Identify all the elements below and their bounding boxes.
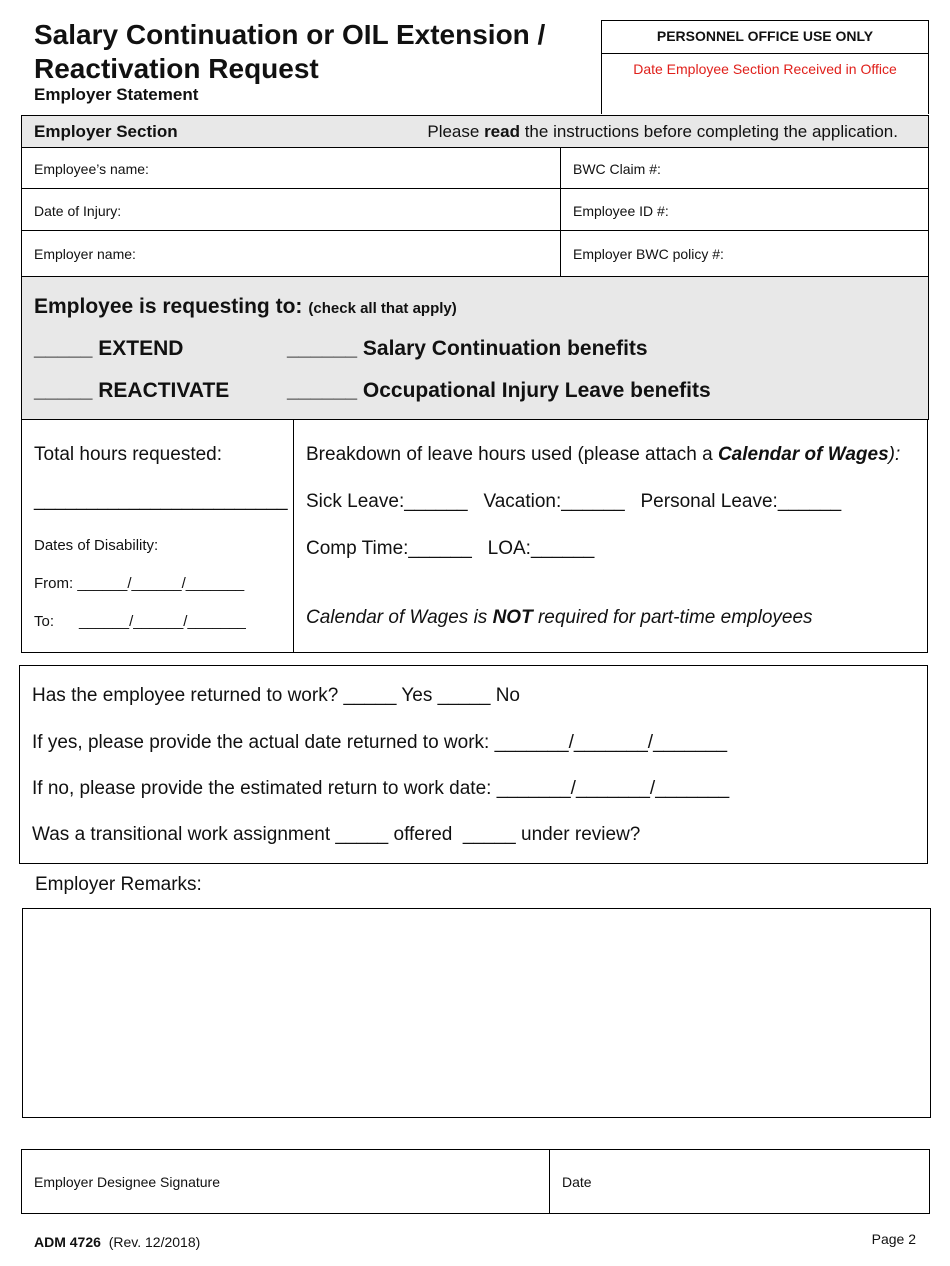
breakdown-label: Breakdown of leave hours used (please attach a Calendar of Wages): — [306, 444, 901, 465]
employee-name-field[interactable]: Employee’s name: — [34, 161, 149, 177]
returned-to-work-question[interactable]: Has the employee returned to work? _____ Yes _____ No — [32, 685, 520, 706]
from-date-field[interactable]: From: ______/______/_______ — [34, 575, 245, 592]
signature-row — [21, 1149, 930, 1214]
employer-name-field[interactable]: Employer name: — [34, 246, 136, 262]
signature-date-field[interactable]: Date — [562, 1174, 592, 1190]
office-use-title: PERSONNEL OFFICE USE ONLY — [602, 21, 928, 54]
actual-return-date-question[interactable]: If yes, please provide the actual date returned to work: _______/_______/_______ — [32, 732, 728, 753]
employer-section-label: Employer Section — [34, 122, 178, 141]
calendar-of-wages-note: Calendar of Wages is NOT required for part-time employees — [306, 607, 813, 628]
office-received-date-field[interactable]: Date Employee Section Received in Office — [633, 61, 897, 77]
salary-continuation-option[interactable]: ______ Salary Continuation benefits — [287, 337, 648, 360]
return-to-work-section — [19, 665, 928, 864]
total-hours-input[interactable]: ________________________ — [34, 490, 288, 511]
reactivate-option[interactable]: _____ REACTIVATE — [34, 379, 230, 402]
leave-hours-line-1[interactable]: Sick Leave:______ Vacation:______ Personal Leave:______ — [306, 491, 842, 512]
employer-remarks-box[interactable] — [22, 908, 931, 1118]
leave-hours-line-2[interactable]: Comp Time:______ LOA:______ — [306, 538, 595, 559]
request-section — [21, 277, 929, 420]
to-date-field[interactable]: To: ______/______/_______ — [34, 613, 246, 630]
employer-bwc-policy-field[interactable]: Employer BWC policy #: — [573, 246, 724, 262]
hours-section — [21, 420, 928, 653]
form-id-footer: ADM 4726 (Rev. 12/2018) — [34, 1234, 201, 1250]
request-heading: Employee is requesting to: (check all that apply) — [34, 295, 457, 318]
page-number: Page 2 — [871, 1231, 916, 1247]
form-title: Salary Continuation or OIL Extension / Reactivation Request — [34, 19, 546, 84]
form-subtitle: Employer Statement — [34, 85, 199, 104]
transitional-work-question[interactable]: Was a transitional work assignment _____ offered _____ under review? — [32, 824, 641, 845]
oil-option[interactable]: ______ Occupational Injury Leave benefits — [287, 379, 711, 402]
instructions-note: Please read the instructions before completing the application. — [427, 122, 898, 141]
bwc-claim-field[interactable]: BWC Claim #: — [573, 161, 661, 177]
total-hours-label: Total hours requested: — [34, 444, 223, 465]
date-of-injury-field[interactable]: Date of Injury: — [34, 203, 122, 219]
dates-of-disability-label: Dates of Disability: — [34, 537, 159, 554]
employer-signature-field[interactable]: Employer Designee Signature — [34, 1174, 220, 1190]
estimated-return-date-question[interactable]: If no, please provide the estimated return to work date: _______/_______/_______ — [32, 778, 730, 799]
employer-section-header — [21, 115, 929, 148]
office-use-box — [601, 20, 929, 114]
field-row — [21, 189, 929, 231]
field-row — [21, 148, 929, 189]
extend-option[interactable]: _____ EXTEND — [34, 337, 184, 360]
employer-remarks-label: Employer Remarks: — [35, 874, 202, 895]
field-row — [21, 231, 929, 277]
employee-id-field[interactable]: Employee ID #: — [573, 203, 669, 219]
